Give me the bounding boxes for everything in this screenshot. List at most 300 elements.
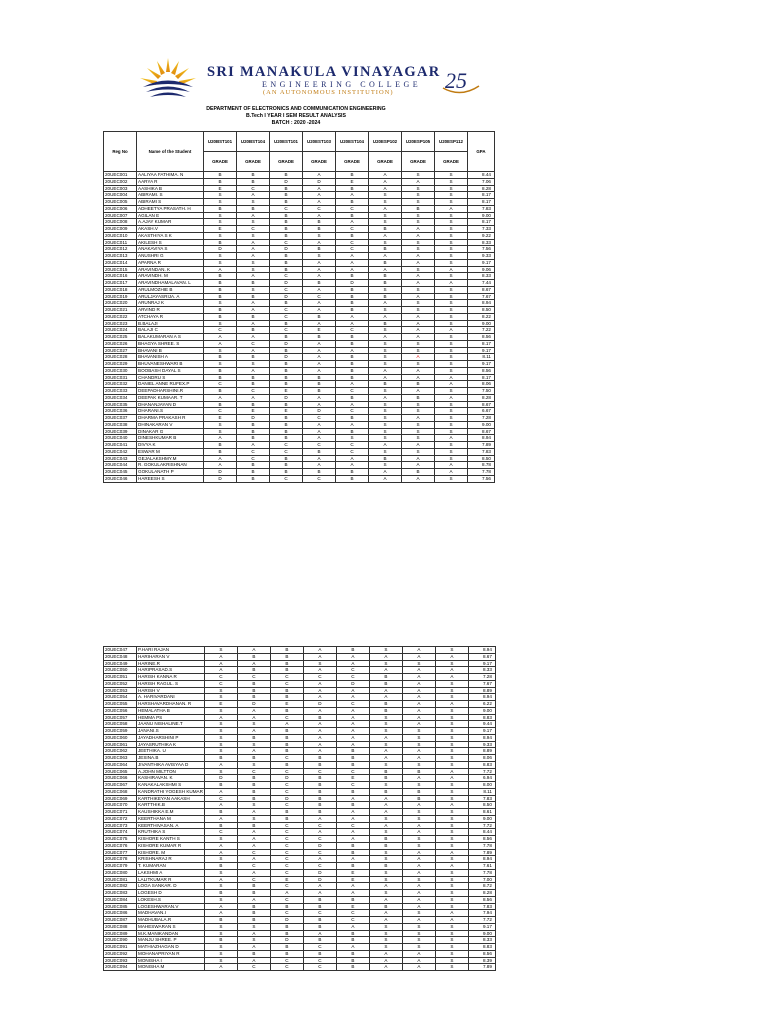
reg-no-cell: 20UEC067 [104,782,137,789]
grade-cell: S [402,876,435,883]
grade-cell: A [204,394,237,401]
reg-no-cell: 20UEC024 [104,327,137,334]
grade-cell: A [402,653,435,660]
grade-cell: B [270,320,303,327]
grade-cell: A [336,660,369,667]
gpa-cell: 8.17 [468,199,495,206]
grade-cell: B [237,910,270,917]
reg-no-cell: 20UEC078 [104,856,137,863]
reg-no-cell: 20UEC049 [104,660,137,667]
reg-no-cell: 20UEC014 [104,259,137,266]
grade-cell: S [303,253,336,260]
reg-no-cell: 20UEC059 [104,728,137,735]
grade-cell: B [336,761,369,768]
grade-cell: A [237,442,270,449]
grade-cell: S [435,192,468,199]
grade-cell: A [237,856,270,863]
gpa-cell: 8.11 [468,788,495,795]
grade-cell: B [270,428,303,435]
grade-cell: C [237,226,270,233]
course-code-header: U20EST104 [336,132,369,152]
grade-cell: S [435,707,468,714]
grade-cell: C [336,782,369,789]
grade-cell: S [435,307,468,314]
gpa-cell: 9.06 [468,266,495,273]
student-name-cell: DIVYA K [137,442,204,449]
grade-cell: S [402,930,435,937]
gpa-cell: 7.83 [468,795,495,802]
grade-cell: A [402,687,435,694]
grade-cell: E [336,775,369,782]
grade-cell: B [204,354,237,361]
grade-cell: C [303,836,336,843]
student-name-cell: MOHANAPRIYAN R [137,950,205,957]
grade-cell: S [369,761,402,768]
reg-no-cell: 20UEC092 [104,950,137,957]
student-row [104,741,496,748]
grade-cell: S [435,782,468,789]
student-name-cell: ARAVINDHAMALAVAN. L [137,280,204,287]
grade-cell: C [336,917,369,924]
gpa-cell: 8.33 [468,937,495,944]
student-row [104,667,496,674]
grade-cell: B [204,809,237,816]
grade-cell: C [237,388,270,395]
grade-cell: A [402,822,435,829]
grade-cell: B [237,354,270,361]
grade-cell: A [204,788,237,795]
reg-no-cell: 20UEC037 [104,415,137,422]
grade-cell: A [402,748,435,755]
reg-no-cell: 20UEC003 [104,185,137,192]
grade-cell: B [270,728,303,735]
grade-cell: B [270,734,303,741]
grade-cell: B [303,896,336,903]
grade-cell: C [270,856,303,863]
grade-cell: S [204,836,237,843]
grade-cell: C [204,674,237,681]
grade-cell: S [435,455,468,462]
student-row [104,259,495,266]
grade-cell: A [369,334,402,341]
student-name-cell: HARISH RAGUL. S [137,680,205,687]
grade-cell: B [402,469,435,476]
grade-cell: A [435,205,468,212]
grade-cell: A [270,721,303,728]
reg-no-cell: 20UEC070 [104,802,137,809]
grade-cell: C [204,795,237,802]
grade-cell: A [204,802,237,809]
gpa-cell: 8.56 [468,334,495,341]
grade-cell: A [237,836,270,843]
grade-cell: B [270,653,303,660]
gpa-cell: 7.89 [468,849,495,856]
grade-cell: S [204,320,237,327]
grade-cell: A [402,890,435,897]
grade-cell: S [204,721,237,728]
student-row [104,660,496,667]
grade-cell: S [435,836,468,843]
grade-cell: B [369,273,402,280]
student-row [104,869,496,876]
grade-cell: C [336,239,369,246]
student-row [104,674,496,681]
grade-cell: D [204,475,237,482]
grade-cell: S [369,782,402,789]
grade-cell: S [435,944,468,951]
gpa-cell: 8.67 [468,286,495,293]
grade-cell: S [204,347,237,354]
reg-no-cell: 20UEC025 [104,334,137,341]
grade-cell: E [336,876,369,883]
grade-cell: B [270,172,303,179]
grade-cell: A [402,647,435,654]
student-row [104,788,496,795]
grade-cell: S [402,842,435,849]
reg-no-cell: 20UEC084 [104,896,137,903]
student-row [104,863,496,870]
grade-cell: A [402,755,435,762]
grade-cell: A [303,728,336,735]
grade-cell: A [336,687,369,694]
grade-cell: E [204,415,237,422]
grade-cell: S [369,415,402,422]
grade-cell: S [369,944,402,951]
grade-cell: S [204,734,237,741]
grade-cell: B [270,226,303,233]
student-name-cell: KEERTHANA M [137,815,205,822]
reg-no-cell: 20UEC023 [104,320,137,327]
grade-cell: S [204,259,237,266]
student-name-cell: DINAKAR G [137,428,204,435]
grade-cell: A [369,232,402,239]
grade-cell: S [435,239,468,246]
grade-cell: A [336,694,369,701]
gpa-cell: 8.94 [468,300,495,307]
student-row [104,768,496,775]
reg-no-cell: 20UEC029 [104,361,137,368]
student-row [104,475,495,482]
grade-cell: C [204,408,237,415]
grade-cell: B [237,903,270,910]
grade-cell: B [237,421,270,428]
grade-cell: S [402,761,435,768]
grade-cell: A [303,401,336,408]
grade-cell: A [435,849,468,856]
grade-cell: S [435,367,468,374]
grade-cell: S [435,883,468,890]
student-row [104,707,496,714]
grade-cell: B [303,226,336,233]
student-row [104,239,495,246]
grade-cell: S [435,957,468,964]
grade-cell: S [435,842,468,849]
grade-cell: A [402,388,435,395]
grade-cell: S [402,266,435,273]
grade-cell: B [237,667,270,674]
grade-cell: S [369,647,402,654]
grade-cell: B [270,647,303,654]
grade-cell: C [303,863,336,870]
grade-cell: B [369,246,402,253]
reg-no-cell: 20UEC040 [104,435,137,442]
grade-cell: B [402,788,435,795]
student-name-cell: MANJU SHREE. P [137,937,205,944]
grade-cell: C [336,768,369,775]
grade-cell: B [336,286,369,293]
grade-cell: B [270,185,303,192]
student-row [104,273,495,280]
reg-no-cell: 20UEC051 [104,674,137,681]
student-name-cell: HEMMA PS [137,714,205,721]
student-row [104,320,495,327]
gpa-cell: 8.72 [468,883,495,890]
grade-cell: S [402,815,435,822]
grade-cell: S [435,937,468,944]
grade-cell: B [303,775,336,782]
grade-cell: B [336,842,369,849]
grade-cell: B [336,185,369,192]
reg-no-cell: 20UEC072 [104,815,137,822]
reg-no-cell: 20UEC027 [104,347,137,354]
grade-cell: A [402,313,435,320]
student-name-cell: AALIYAA FATHIMA. N [137,172,204,179]
grade-cell: A [369,300,402,307]
grade-cell: A [303,883,336,890]
grade-cell: A [237,307,270,314]
grade-cell: B [303,219,336,226]
grade-cell: B [303,334,336,341]
student-row [104,910,496,917]
grade-cell: C [270,273,303,280]
student-row [104,896,496,903]
student-row [104,199,495,206]
grade-cell: A [435,917,468,924]
student-row [104,421,495,428]
grade-cell: C [303,674,336,681]
grade-cell: S [435,788,468,795]
grade-cell: S [303,232,336,239]
grade-cell: C [270,964,303,971]
student-row [104,246,495,253]
reg-no-cell: 20UEC081 [104,876,137,883]
grade-cell: S [204,748,237,755]
reg-no-cell: 20UEC035 [104,401,137,408]
course-code-header: U20EST103 [303,132,336,152]
grade-cell: A [336,829,369,836]
grade-cell: S [237,721,270,728]
grade-cell: S [402,401,435,408]
student-name-cell: KRISHNARAJ R [137,856,205,863]
grade-cell: A [336,809,369,816]
grade-cell: B [237,475,270,482]
student-row [104,381,495,388]
reg-no-cell: 20UEC019 [104,293,137,300]
grade-cell: B [369,674,402,681]
gpa-cell: 8.28 [468,185,495,192]
grade-cell: B [237,755,270,762]
reg-no-cell: 20UEC077 [104,849,137,856]
grade-cell: S [435,320,468,327]
grade-cell: A [336,653,369,660]
student-row [104,782,496,789]
grade-cell: C [270,788,303,795]
student-name-cell: HARINE.R [137,660,205,667]
grade-cell: A [435,653,468,660]
grade-cell: D [270,394,303,401]
student-name-cell: AGILAN E [137,212,204,219]
reg-no-cell: 20UEC068 [104,788,137,795]
student-name-cell: KRUTHIKA S [137,829,205,836]
department-title: DEPARTMENT OF ELECTRONICS AND COMMUNICATION ENGINEERING [206,106,386,112]
reg-no-cell: 20UEC034 [104,394,137,401]
grade-cell: S [435,647,468,654]
grade-cell: S [435,185,468,192]
grade-cell: B [369,842,402,849]
student-row [104,455,495,462]
college-logo [137,54,199,100]
grade-cell: B [237,327,270,334]
grade-cell: A [336,381,369,388]
grade-cell: B [204,388,237,395]
grade-cell: C [270,448,303,455]
grade-cell: S [402,300,435,307]
grade-cell: D [204,246,237,253]
student-name-cell: DEEPADHARSHINI.R [137,388,204,395]
student-name-cell: HARIPRASAD.S [137,667,205,674]
grade-cell: A [204,761,237,768]
reg-no-cell: 20UEC050 [104,667,137,674]
reg-no-cell: 20UEC054 [104,694,137,701]
student-name-cell: LOGESHWARAN.V [137,903,205,910]
grade-cell: D [270,340,303,347]
grade-cell: S [369,829,402,836]
grade-cell: D [270,937,303,944]
reg-no-cell: 20UEC089 [104,930,137,937]
grade-cell: S [435,286,468,293]
gpa-cell: 9.00 [468,421,495,428]
grade-cell: C [237,340,270,347]
reg-no-cell: 20UEC066 [104,775,137,782]
gpa-cell: 8.17 [468,192,495,199]
gpa-cell: 7.89 [468,442,495,449]
grade-cell: S [204,361,237,368]
gpa-cell: 8.56 [468,836,495,843]
grade-cell: A [336,890,369,897]
grade-cell: S [402,435,435,442]
gpa-cell: 7.61 [468,863,495,870]
grade-cell: A [435,469,468,476]
grade-cell: C [303,442,336,449]
gpa-cell: 7.72 [468,917,495,924]
grade-cell: B [270,923,303,930]
grade-cell: S [402,836,435,843]
student-name-cell: DHARANI.S [137,408,204,415]
grade-cell: C [237,964,270,971]
grade-cell: A [435,266,468,273]
grade-cell: B [204,293,237,300]
student-row [104,694,496,701]
grade-cell: C [270,883,303,890]
gpa-cell: 7.78 [468,842,495,849]
grade-cell: D [270,917,303,924]
grade-cell: B [270,253,303,260]
grade-cell: A [402,701,435,708]
student-name-cell: JANANI.S [137,728,205,735]
student-row [104,809,496,816]
grade-cell: S [402,199,435,206]
grade-cell: A [303,192,336,199]
gpa-cell: 7.67 [468,680,495,687]
student-name-cell: ADHEETYA PRASATH. H [137,205,204,212]
reg-no-cell: 20UEC045 [104,469,137,476]
student-row [104,219,495,226]
reg-no-cell: 20UEC042 [104,448,137,455]
grade-cell: B [237,381,270,388]
reg-no-cell: 20UEC044 [104,462,137,469]
student-row [104,829,496,836]
grade-cell: A [270,890,303,897]
grade-cell: S [435,714,468,721]
grade-cell: B [303,313,336,320]
grade-cell: C [204,327,237,334]
grade-cell: S [435,246,468,253]
grade-cell: S [435,687,468,694]
grade-cell: B [204,448,237,455]
student-name-cell: AKASTHIYA S K [137,232,204,239]
grade-cell: B [204,374,237,381]
grade-cell: A [336,347,369,354]
student-row [104,334,495,341]
grade-cell: A [402,442,435,449]
grade-cell: E [204,226,237,233]
grade-cell: A [204,714,237,721]
grade-cell: C [270,849,303,856]
grade-cell: D [336,280,369,287]
grade-cell: S [402,734,435,741]
grade-cell: A [336,721,369,728]
grade-cell: B [369,788,402,795]
student-row [104,890,496,897]
grade-cell: S [435,259,468,266]
grade-cell: B [237,680,270,687]
reg-no-cell: 20UEC046 [104,475,137,482]
grade-cell: S [204,219,237,226]
student-name-cell: ESWAR M [137,448,204,455]
gpa-cell: 9.00 [468,930,495,937]
grade-cell: S [402,361,435,368]
grade-cell: A [237,944,270,951]
grade-cell: S [435,748,468,755]
grade-cell: A [402,253,435,260]
grade-cell: S [369,721,402,728]
grade-header: GRADE [369,152,402,172]
grade-cell: A [336,455,369,462]
reg-no-cell: 20UEC075 [104,836,137,843]
student-name-cell: A.JOHN MILTTON [137,768,205,775]
result-table-page-1 [103,131,495,483]
grade-cell: B [204,401,237,408]
grade-cell: A [402,354,435,361]
grade-cell: A [402,849,435,856]
student-name-cell: AKILESH S [137,239,204,246]
grade-cell: S [402,660,435,667]
grade-cell: B [336,232,369,239]
grade-cell: A [369,394,402,401]
grade-cell: A [204,660,237,667]
student-name-cell: HARIHARAN V [137,653,205,660]
student-row [104,802,496,809]
